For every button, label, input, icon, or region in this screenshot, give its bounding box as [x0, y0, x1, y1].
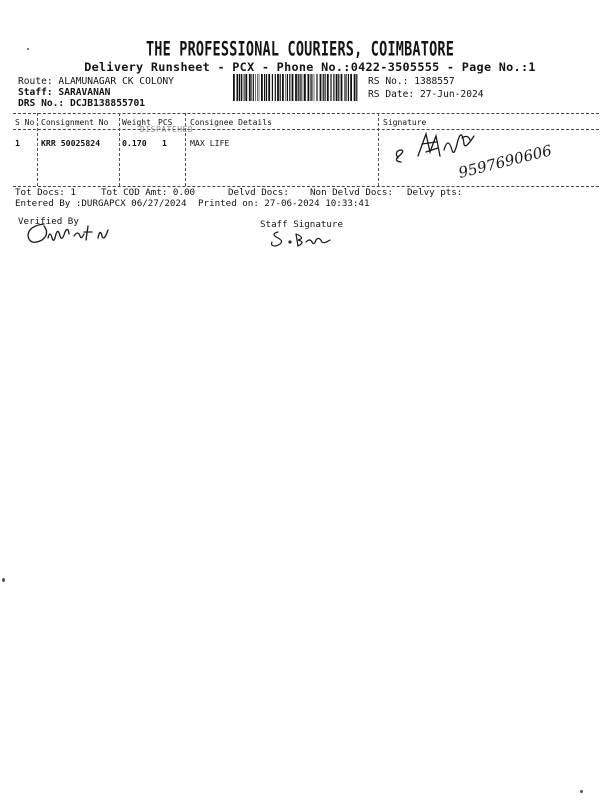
staff-signature-label: Staff Signature — [260, 219, 343, 230]
row-consignment-no: KRR 50025824 — [41, 138, 101, 148]
barcode-image — [233, 74, 358, 101]
row-pcs: 1 — [162, 138, 167, 148]
scan-speck — [2, 578, 5, 582]
drs-number: DRS No.: DCJB138855701 — [18, 98, 146, 109]
col-divider — [185, 113, 186, 186]
col-divider — [37, 113, 38, 186]
row-s-no: 1 — [15, 138, 20, 148]
col-header-consignment: Consignment No — [41, 118, 109, 127]
col-header-pcs: PCS — [158, 118, 173, 127]
row-weight: 0.170 — [122, 138, 147, 148]
entered-by: Entered By :DURGAPCX 06/27/2024 — [15, 198, 187, 209]
col-header-signature: Signature — [383, 118, 427, 127]
total-docs: Tot Docs: 1 — [15, 187, 76, 198]
col-header-weight: Weight — [122, 118, 151, 127]
route-text: Route: ALAMUNAGAR CK COLONY — [18, 76, 174, 87]
col-divider — [378, 113, 379, 186]
scan-speck — [27, 48, 29, 50]
staff-text: Staff: SARAVANAN — [18, 87, 111, 98]
rs-number: RS No.: 1388557 — [368, 76, 455, 87]
col-header-s-no: S No — [15, 118, 35, 127]
table-top-rule — [13, 113, 599, 114]
recipient-phone: 9597690606 — [456, 141, 554, 182]
row-consignee: MAX LIFE — [190, 138, 230, 148]
verifier-signature — [18, 218, 128, 248]
printed-on: Printed on: 27-06-2024 10:33:41 — [198, 198, 370, 209]
dispatched-stamp: DISPATCHED — [140, 125, 194, 134]
delivered-docs: Delvd Docs: — [228, 187, 289, 198]
company-name: THE PROFESSIONAL COURIERS, COIMBATORE — [145, 38, 455, 62]
col-divider — [119, 113, 120, 186]
delivery-points: Delvy pts: — [407, 187, 463, 198]
verified-by-label: Verified By — [18, 216, 79, 227]
runsheet-title: Delivery Runsheet - PCX - Phone No.:0422-3505555 - Page No.:1 — [84, 60, 536, 74]
rs-date: RS Date: 27-Jun-2024 — [368, 89, 484, 100]
col-header-consignee: Consignee Details — [190, 118, 272, 127]
staff-signature — [268, 228, 348, 248]
total-cod: Tot COD Amt: 0.00 — [101, 187, 196, 198]
recipient-signature — [392, 122, 592, 182]
scan-speck — [580, 790, 583, 793]
non-delivered-docs: Non Delvd Docs: — [310, 187, 393, 198]
